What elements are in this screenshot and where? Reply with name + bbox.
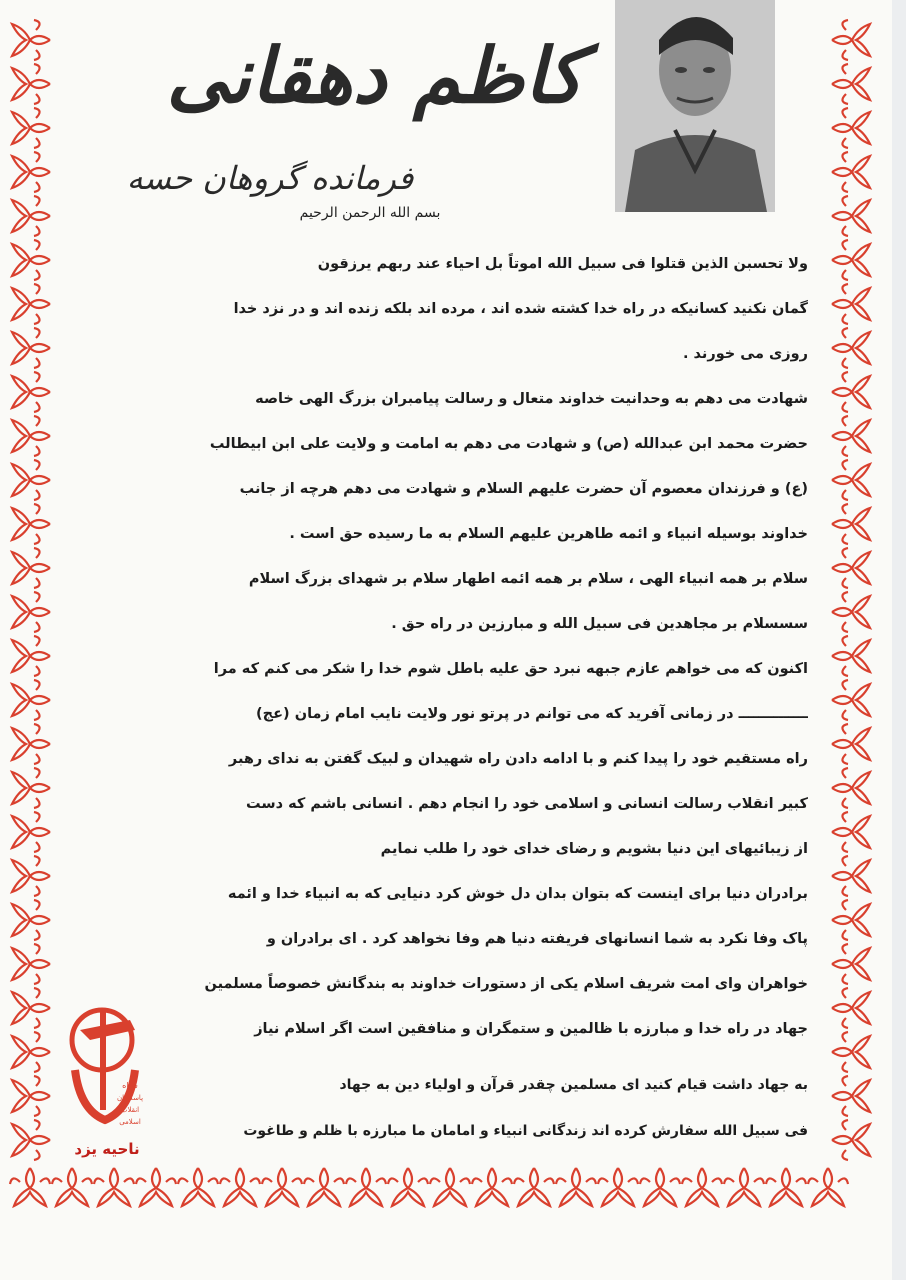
border-motif — [682, 1168, 722, 1206]
border-motif — [832, 900, 870, 940]
border-motif — [12, 724, 50, 764]
border-motif — [832, 812, 870, 852]
border-motif — [12, 1076, 50, 1116]
border-motif — [12, 196, 50, 236]
border-motif — [178, 1168, 218, 1206]
body-line: سلام بر همه انبیاء الهی ، سلام بر همه ائمه اطهار سلام بر شهدای بزرگ اسلام — [248, 571, 808, 587]
border-motif — [12, 1032, 50, 1072]
body-line: جهاد در راه خدا و مبارزه با ظالمین و ستمگران و منافقین است اگر اسلام نیاز — [254, 1021, 808, 1037]
border-motif — [832, 724, 870, 764]
border-motif — [12, 64, 50, 104]
border-motif — [12, 152, 50, 192]
border-motif — [472, 1168, 512, 1206]
border-motif — [832, 944, 870, 984]
svg-text:اسلامی: اسلامی — [119, 1118, 141, 1126]
body-line: سسسلام بر مجاهدین فی سبیل الله و مبارزین در راه حق . — [391, 616, 808, 632]
will-closing-lines — [168, 1062, 808, 1154]
border-motif — [12, 372, 50, 412]
border-motif — [832, 20, 870, 60]
body-line: روزی می خورند . — [682, 346, 808, 362]
border-motif — [304, 1168, 344, 1206]
border-motif — [766, 1168, 806, 1206]
rank-subtitle: فرمانده گروهان حسه — [126, 158, 414, 197]
border-motif — [832, 1032, 870, 1072]
body-line: شهادت می دهم به وحدانیت خداوند متعال و رسالت پیامبران بزرگ الهی خاصه — [255, 391, 808, 407]
border-motif — [832, 988, 870, 1028]
body-line: خداوند بوسیله انبیاء و ائمه طاهرین علیهم السلام به ما رسیده حق است . — [289, 526, 808, 542]
border-motif — [12, 460, 50, 500]
border-motif — [832, 284, 870, 324]
border-motif — [52, 1168, 92, 1206]
border-motif — [136, 1168, 176, 1206]
border-motif — [832, 504, 870, 544]
border-motif — [94, 1168, 134, 1206]
border-motif — [346, 1168, 386, 1206]
body-line: از زیبائیهای این دنیا بشویم و رضای خدای خود را طلب نمایم — [380, 841, 808, 857]
svg-text:انقلاب: انقلاب — [120, 1106, 140, 1114]
svg-text:سپاه: سپاه — [122, 1081, 138, 1090]
border-motif — [12, 812, 50, 852]
border-motif — [12, 328, 50, 368]
border-motif — [832, 768, 870, 808]
border-motif — [388, 1168, 428, 1206]
border-motif — [12, 284, 50, 324]
body-line: (ع) و فرزندان معصوم آن حضرت علیهم السلام و شهادت می دهم هرچه از جانب — [239, 481, 808, 497]
border-motif — [832, 64, 870, 104]
border-motif — [832, 856, 870, 896]
border-motif — [832, 1076, 870, 1116]
border-motif — [832, 460, 870, 500]
martyr-name-title: کاظم دهقانی — [166, 30, 584, 120]
border-motif — [832, 240, 870, 280]
logo-caption: ناحیه یزد — [74, 1140, 140, 1158]
will-body-text — [68, 242, 808, 1052]
border-motif — [262, 1168, 302, 1206]
border-motif — [640, 1168, 680, 1206]
border-motif — [12, 416, 50, 456]
border-motif — [12, 944, 50, 984]
border-motif — [832, 592, 870, 632]
border-motif — [724, 1168, 764, 1206]
border-motif — [12, 680, 50, 720]
border-motif — [12, 504, 50, 544]
portrait-photo — [615, 0, 775, 212]
border-motif — [12, 768, 50, 808]
border-motif — [430, 1168, 470, 1206]
border-motif — [10, 1168, 50, 1206]
body-line: فی سبیل الله سفارش کرده اند زندگانی انبیاء و امامان ما مبارزه با ظلم و طاغوت — [243, 1123, 808, 1139]
body-line: گمان نکنید کسانیکه در راه خدا کشته شده اند ، مرده اند بلکه زنده اند و در نزد خدا — [233, 301, 808, 317]
border-motif — [12, 592, 50, 632]
body-line: راه مستقیم خود را پیدا کنم و با ادامه دادن راه شهیدان و لبیک گفتن به ندای رهبر — [228, 751, 808, 767]
scan-margin — [892, 0, 906, 1280]
border-motif — [12, 1120, 50, 1160]
svg-text:پاسداران: پاسداران — [116, 1094, 144, 1102]
border-motif — [514, 1168, 554, 1206]
body-line: حضرت محمد ابن عبدالله (ص) و شهادت می دهم به امامت و ولایت علی ابن ابیطالب — [209, 436, 808, 452]
border-motif — [808, 1168, 848, 1206]
border-motif — [12, 20, 50, 60]
border-motif — [832, 152, 870, 192]
border-motif — [832, 1120, 870, 1160]
border-motif — [832, 548, 870, 588]
body-line: برادران دنیا برای اینست که بتوان بدان دل خوش کرد دنیایی که به انبیاء خدا و ائمه — [227, 886, 808, 902]
border-motif — [220, 1168, 260, 1206]
border-motif — [832, 196, 870, 236]
body-line: پاک وفا نکرد به شما انسانهای فریفته دنیا هم وفا نخواهد کرد . ای برادران و — [266, 931, 808, 947]
border-motif — [12, 240, 50, 280]
body-line: به جهاد داشت قیام کنید ای مسلمین چقدر قرآن و اولیاء دین به جهاد — [339, 1077, 808, 1093]
body-line: ولا تحسبن الذین قتلوا فی سبیل الله اموتاً بل احیاء عند ربهم یرزقون — [317, 256, 808, 272]
border-motif — [12, 856, 50, 896]
border-motif — [832, 680, 870, 720]
border-motif — [12, 636, 50, 676]
body-line: ــــــــــــــ در زمانی آفرید که می توانم در پرتو نور ولایت نایب امام زمان (عج) — [256, 706, 808, 722]
border-motif — [556, 1168, 596, 1206]
border-motif — [12, 548, 50, 588]
bismillah-line: بسم الله الرحمن الرحیم — [299, 205, 441, 221]
border-motif — [832, 328, 870, 368]
border-motif — [832, 416, 870, 456]
border-motif — [832, 372, 870, 412]
border-motif — [12, 108, 50, 148]
border-motif — [12, 988, 50, 1028]
border-motif — [832, 108, 870, 148]
border-motif — [832, 636, 870, 676]
border-motif — [598, 1168, 638, 1206]
body-line: خواهران وای امت شریف اسلام یکی از دستورات خداوند به بندگانش خصوصاً مسلمین — [204, 976, 808, 992]
body-line: اکنون که می خواهم عازم جبهه نبرد حق علیه باطل شوم خدا را شکر می کنم که مرا — [213, 661, 808, 677]
border-motif — [12, 900, 50, 940]
body-line: کبیر انقلاب رسالت انسانی و اسلامی خود را انجام دهم . انسانی باشم که دست — [245, 796, 808, 812]
